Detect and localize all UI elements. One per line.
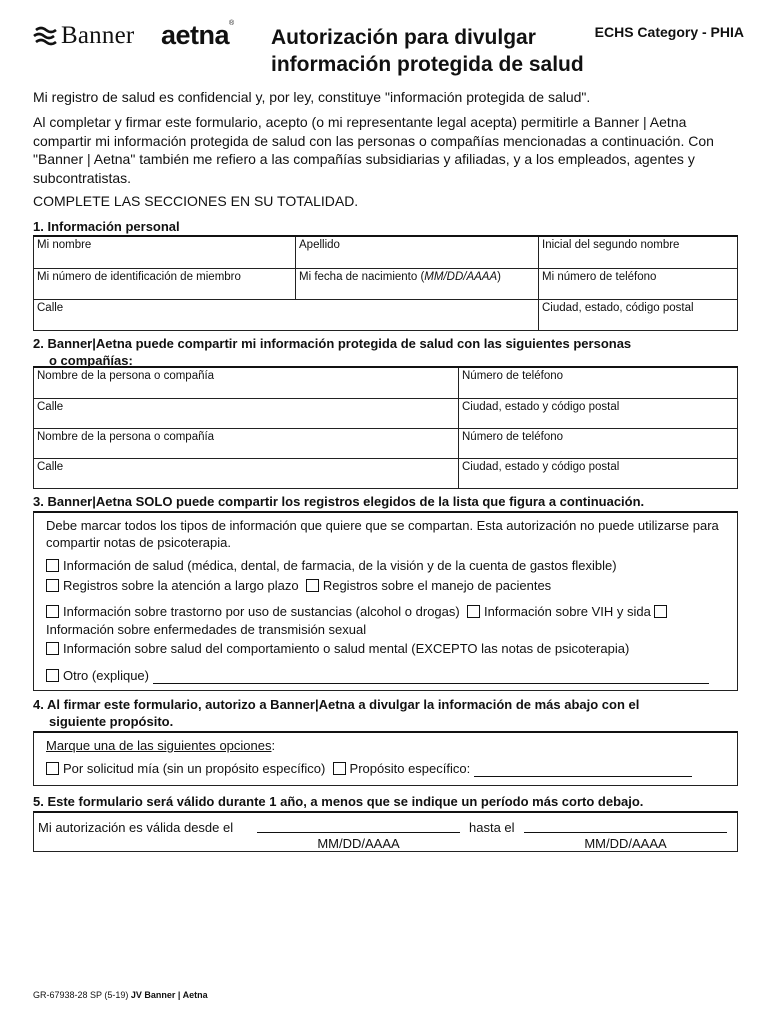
intro-paragraph-1: Mi registro de salud es confidencial y, por ley, constituye "información protegida de salud". — [33, 89, 591, 105]
hiv-checkbox[interactable] — [467, 605, 480, 618]
intro-paragraph-2: Al completar y firmar este formulario, acepto (o mi representante legal acepta) permitirle a Banner | Aetna compartir mi información protegida de salud con las personas o compañías mencionadas a continuación. Con "Banner | Aetna" también me refiero a las compañías subsidiarias y afiliadas, y a los empleados, agentes y subcontratistas. — [33, 114, 714, 186]
street-field[interactable] — [34, 299, 539, 330]
document-title: Autorización para divulgar información protegida de salud — [271, 26, 584, 76]
option-health-info[interactable]: Información de salud (médica, dental, de farmacia, de la visión y de la cuenta de gastos flexible) — [46, 557, 617, 574]
name-field[interactable] — [34, 236, 296, 268]
valid-until-date-format: MM/DD/AAAA — [584, 836, 667, 851]
section-2-title-line2: o compañías: — [49, 353, 133, 368]
city-state-zip-field[interactable] — [539, 299, 738, 330]
recipient-1-street-field[interactable] — [34, 398, 459, 428]
dob-label: Mi fecha de nacimiento (MM/DD/AAAA) — [299, 270, 501, 283]
section-4-title-line2: siguiente propósito. — [49, 714, 174, 729]
name-label: Mi nombre — [37, 239, 92, 251]
document-header — [33, 20, 745, 82]
option-std: Información sobre enfermedades de transmisión sexual — [46, 622, 367, 637]
option-substance-use[interactable]: Información sobre trastorno por uso de sustancias (alcohol o drogas) Información sobre VIH y sida — [46, 603, 671, 620]
intro-instruction: COMPLETE LAS SECCIONES EN SU TOTALIDAD. — [33, 193, 359, 209]
personal-info-table — [33, 235, 738, 331]
footer-brand: JV Banner | Aetna — [130, 990, 208, 1000]
section-3-title: 3. Banner|Aetna SOLO puede compartir los registros elegidos de la lista que figura a continuación. — [33, 494, 645, 509]
middle-initial-label: Inicial del segundo nombre — [542, 239, 680, 251]
recipient-2-city-field[interactable] — [459, 458, 738, 488]
patient-management-checkbox[interactable] — [306, 579, 319, 592]
valid-from-date-line[interactable] — [257, 819, 460, 833]
valid-until-date-line[interactable] — [524, 819, 727, 833]
recipient-2-phone-field[interactable] — [459, 428, 738, 458]
option-specific-purpose: Propósito específico: — [349, 761, 471, 776]
member-id-label: Mi número de identificación de miembro — [37, 270, 241, 283]
option-patient-management: Registros sobre el manejo de pacientes — [322, 578, 552, 593]
phone-label: Mi número de teléfono — [542, 270, 657, 283]
recipient-1-phone-label: Número de teléfono — [462, 370, 564, 382]
health-info-checkbox[interactable] — [46, 559, 59, 572]
recipient-1-name-label: Nombre de la persona o compañía — [37, 370, 215, 382]
aetna-logo: aetna® — [161, 20, 234, 50]
mental-health-checkbox[interactable] — [46, 642, 59, 655]
section-2-title-line1: 2. Banner|Aetna puede compartir mi información protegida de salud con las siguientes personas — [33, 336, 632, 351]
city-state-zip-label: Ciudad, estado, código postal — [542, 301, 694, 314]
recipient-2-street-field[interactable] — [34, 458, 459, 488]
section-1-title: 1. Información personal — [33, 219, 180, 234]
form-category: ECHS Category - PHIA — [594, 24, 744, 40]
section-5-title: 5. Este formulario será válido durante 1 año, a menos que se indique un período más corto debajo. — [33, 794, 644, 809]
street-label: Calle — [37, 301, 64, 314]
last-name-field[interactable] — [296, 236, 539, 268]
other-checkbox[interactable] — [46, 669, 59, 682]
valid-until-label: hasta el — [469, 820, 515, 835]
section-2-title — [33, 335, 745, 369]
form-code: GR-67938-28 SP (5-19) — [33, 990, 129, 1000]
valid-from-label: Mi autorización es válida desde el — [38, 820, 234, 835]
dob-field[interactable] — [296, 268, 539, 299]
by-request-checkbox[interactable] — [46, 762, 59, 775]
option-hiv: Información sobre VIH y sida — [483, 604, 651, 619]
specific-purpose-line[interactable] — [474, 764, 692, 777]
specific-purpose-checkbox[interactable] — [333, 762, 346, 775]
recipient-1-name-field[interactable] — [34, 367, 459, 398]
last-name-label: Apellido — [299, 239, 340, 251]
recipient-2-city-label: Ciudad, estado y código postal — [462, 460, 620, 473]
banner-wordmark: Banner — [61, 22, 135, 49]
recipient-1-street-label: Calle — [37, 400, 64, 413]
recipients-table — [33, 366, 738, 489]
long-term-care-checkbox[interactable] — [46, 579, 59, 592]
option-long-term-care[interactable]: Registros sobre la atención a largo plazo Registros sobre el manejo de pacientes — [46, 577, 551, 594]
recipient-1-phone-field[interactable] — [459, 367, 738, 398]
recipient-1-city-field[interactable] — [459, 398, 738, 428]
middle-initial-field[interactable] — [539, 236, 738, 268]
records-instruction: Debe marcar todos los tipos de información que quiere que se compartan. Esta autorización no puede utilizarse para compartir notas de psicoterapia. — [46, 518, 719, 550]
phone-field[interactable] — [539, 268, 738, 299]
recipient-2-name-label: Nombre de la persona o compañía — [37, 430, 215, 443]
recipient-2-phone-label: Número de teléfono — [462, 430, 564, 443]
banner-logo — [33, 22, 134, 50]
recipient-1-city-label: Ciudad, estado y código postal — [462, 400, 620, 413]
valid-from-date-format: MM/DD/AAAA — [317, 836, 400, 851]
member-id-field[interactable] — [34, 268, 296, 299]
section-4-title-line1: 4. Al firmar este formulario, autorizo a Banner|Aetna a divulgar la información de más abajo con el — [33, 697, 640, 712]
recipient-2-name-field[interactable] — [34, 428, 459, 458]
substance-use-checkbox[interactable] — [46, 605, 59, 618]
purpose-prompt: Marque una de las siguientes opciones: — [46, 738, 276, 753]
std-checkbox[interactable] — [654, 605, 667, 618]
banner-logo-icon — [33, 24, 57, 48]
recipient-2-street-label: Calle — [37, 460, 64, 473]
option-mental-health[interactable]: Información sobre salud del comportamiento o salud mental (EXCEPTO las notas de psicoterapia) — [46, 640, 629, 657]
aetna-wordmark: aetna — [161, 20, 230, 50]
option-by-request[interactable]: Por solicitud mía (sin un propósito específico) Propósito específico: — [46, 760, 692, 777]
other-explain-line[interactable] — [153, 671, 709, 684]
form-footer — [33, 990, 208, 1000]
option-other[interactable]: Otro (explique) — [46, 667, 709, 684]
section-4-title — [33, 696, 745, 730]
